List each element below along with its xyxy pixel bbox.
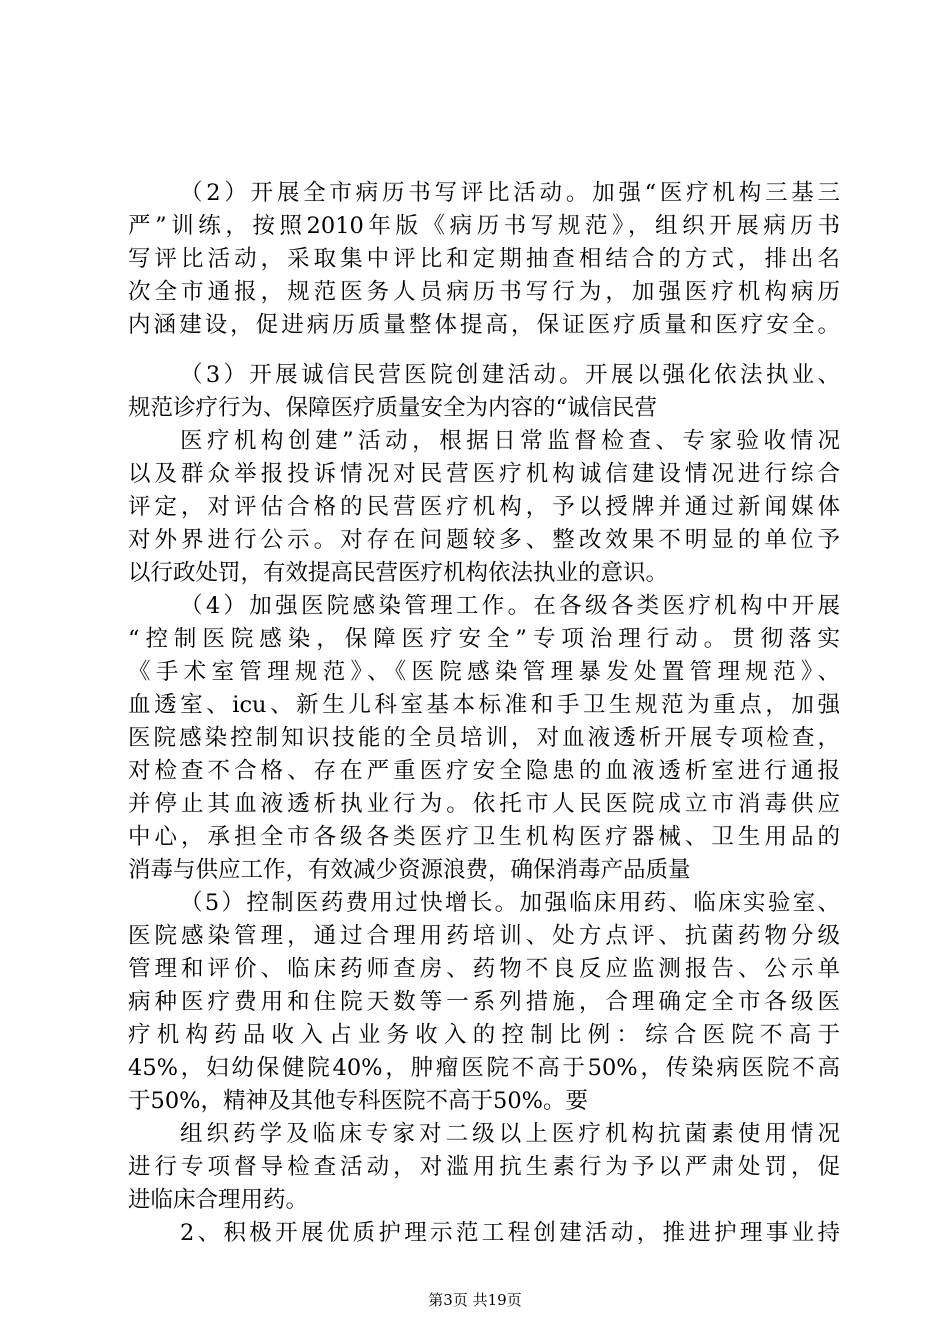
text-line: 写评比活动，采取集中评比和定期抽查相结合的方式，排出名 bbox=[128, 246, 840, 272]
text-line: 规范诊疗行为、保障医疗质量安全为内容的“诚信民营 bbox=[128, 395, 658, 421]
text-line: （5）控制医药费用过快增长。加强临床用药、临床实验室、 bbox=[180, 890, 840, 916]
text-line: （2）开展全市病历书写评比活动。加强“医疗机构三基三 bbox=[180, 180, 840, 206]
text-line: 以行政处罚，有效提高民营医疗机构依法执业的意识。 bbox=[128, 560, 669, 586]
text-line: 评定，对评估合格的民营医疗机构，予以授牌并通过新闻媒体 bbox=[128, 494, 840, 520]
text-line: 管理和评价、临床药师查房、药物不良反应监测报告、公示单 bbox=[128, 956, 840, 982]
text-line: 《手术室管理规范》、《医院感染管理暴发处置管理规范》、 bbox=[128, 659, 840, 685]
text-line: 医院感染控制知识技能的全员培训，对血液透析开展专项检查， bbox=[128, 725, 840, 751]
text-line: 组织药学及临床专家对二级以上医疗机构抗菌素使用情况 bbox=[180, 1121, 840, 1147]
text-line: 内涵建设，促进病历质量整体提高，保证医疗质量和医疗安全。 bbox=[128, 312, 840, 338]
text-line: 医疗机构创建”活动，根据日常监督检查、专家验收情况 bbox=[180, 428, 840, 454]
text-line: 于50%，精神及其他专科医院不高于50%。要 bbox=[128, 1088, 589, 1114]
text-line: 消毒与供应工作，有效减少资源浪费，确保消毒产品质量 bbox=[128, 857, 691, 883]
text-line: 进行专项督导检查活动，对滥用抗生素行为予以严肃处罚，促 bbox=[128, 1154, 840, 1180]
text-line: 病种医疗费用和住院天数等一系列措施，合理确定全市各级医 bbox=[128, 989, 840, 1015]
text-line: 45%，妇幼保健院40%，肿瘤医院不高于50%，传染病医院不高 bbox=[128, 1055, 840, 1081]
text-line: 中心，承担全市各级各类医疗卫生机构医疗器械、卫生用品的 bbox=[128, 824, 840, 850]
text-line: 对检查不合格、存在严重医疗安全隐患的血液透析室进行通报 bbox=[128, 758, 840, 784]
text-line: 对外界进行公示。对存在问题较多、整改效果不明显的单位予 bbox=[128, 527, 840, 553]
text-line: 血透室、icu、新生儿科室基本标准和手卫生规范为重点，加强 bbox=[128, 692, 840, 718]
text-line: 以及群众举报投诉情况对民营医疗机构诚信建设情况进行综合 bbox=[128, 461, 840, 487]
text-line: 并停止其血液透析执业行为。依托市人民医院成立市消毒供应 bbox=[128, 791, 840, 817]
text-line: 医院感染管理，通过合理用药培训、处方点评、抗菌药物分级 bbox=[128, 923, 840, 949]
text-line: “控制医院感染，保障医疗安全”专项治理行动。贯彻落实 bbox=[128, 626, 840, 652]
text-line: 次全市通报，规范医务人员病历书写行为，加强医疗机构病历 bbox=[128, 279, 840, 305]
text-line: （3）开展诚信民营医院创建活动。开展以强化依法执业、 bbox=[180, 362, 840, 388]
text-line: 疗机构药品收入占业务收入的控制比例：综合医院不高于 bbox=[128, 1022, 840, 1048]
text-line: 进临床合理用药。 bbox=[128, 1187, 309, 1213]
text-line: （4）加强医院感染管理工作。在各级各类医疗机构中开展 bbox=[180, 593, 840, 619]
page-number-footer: 第3页 共19页 bbox=[428, 1291, 522, 1309]
text-line: 严”训练，按照2010年版《病历书写规范》，组织开展病历书 bbox=[128, 213, 840, 239]
text-line: 2、积极开展优质护理示范工程创建活动，推进护理事业持 bbox=[180, 1220, 840, 1246]
